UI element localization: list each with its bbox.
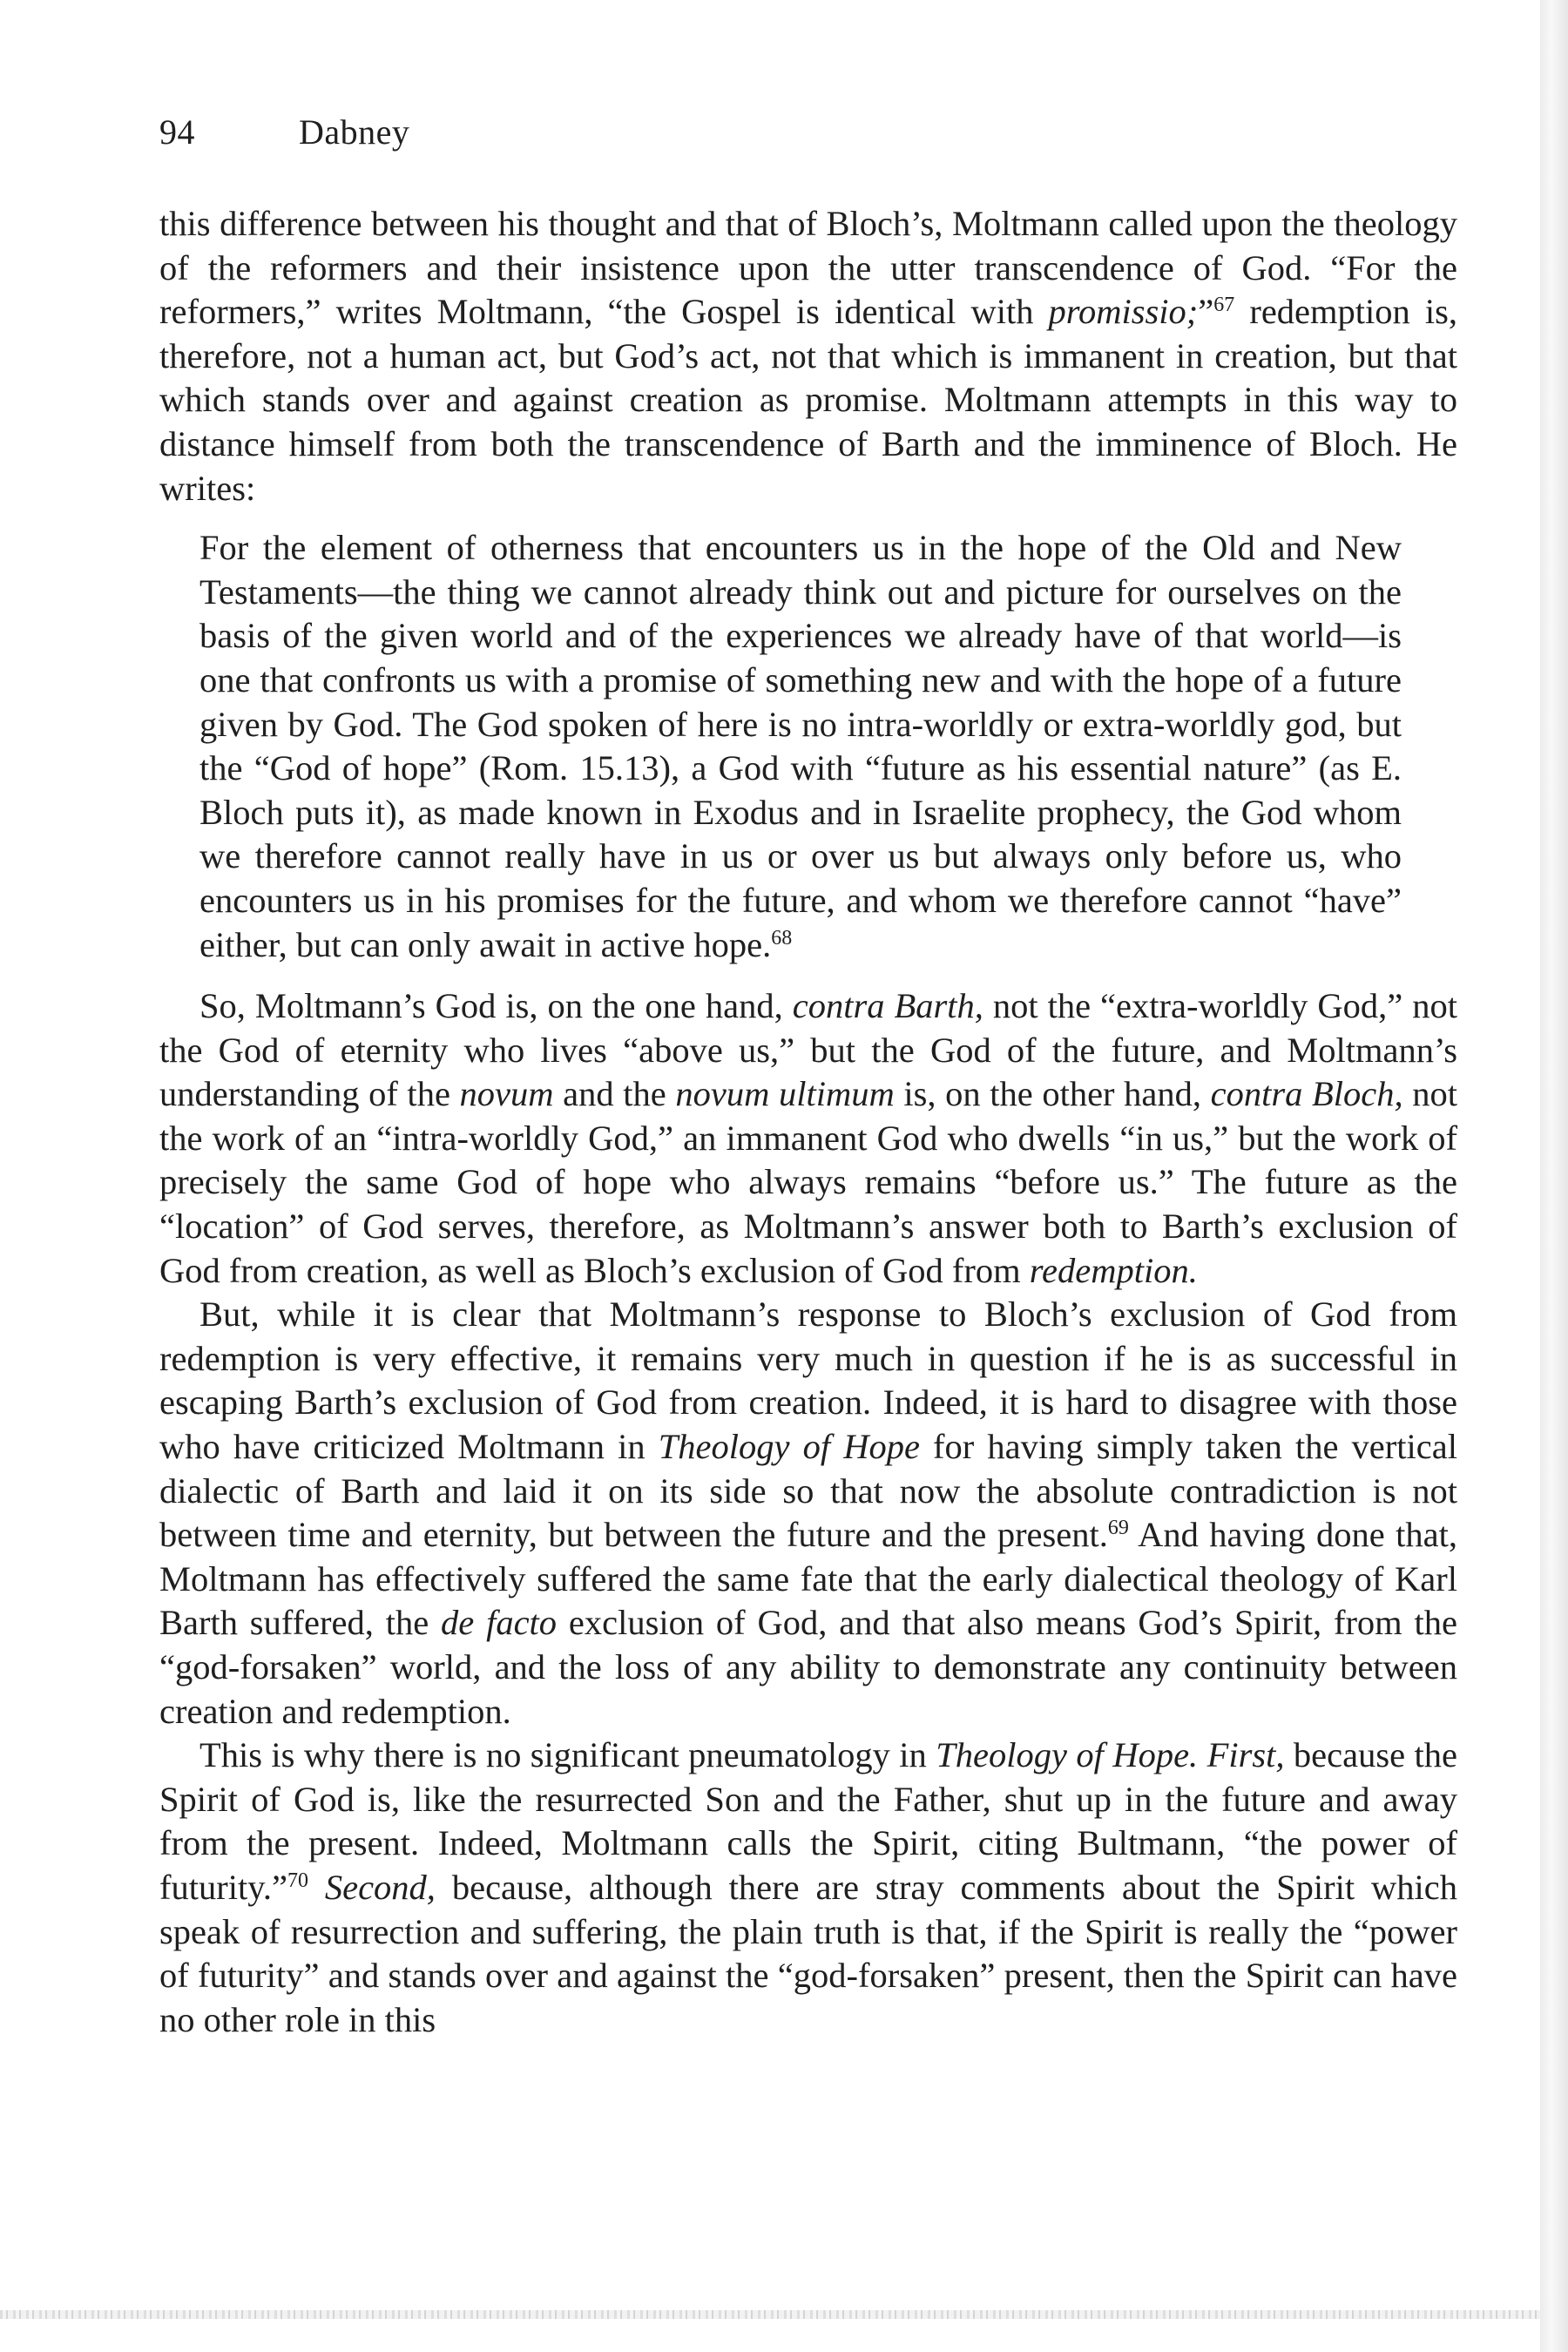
paragraph-2: So, Moltmann’s God is, on the one hand, contra Barth, not the “extra-worldly God,” not the God of eternity who lives “above us,” but the God of the future, and Moltmann’s understanding of the novum and the novum ultimum is, on the other hand, contra Bloch, not the work of an “intra-worldly God,” an immanent God who dwells “in us,” but the work of precisely the same God of hope who always remains “before us.” The future as the “location” of God serves, therefore, as Moltmann’s answer both to Barth’s exclusion of God from creation, as well as Bloch’s exclusion of God from redemption. — [159, 986, 1457, 1290]
page-edge — [1540, 0, 1568, 2352]
paragraph-1: this difference between his thought and that of Bloch’s, Moltmann called upon the theology of the reformers and their insistence upon the utter transcendence of God. “For the reformers,” writes Moltmann, “the Gospel is identical with promissio;”$^{67}$ redemption is, therefore, not a human act, but God’s act, not that which is immanent in creation, but that which stands over and against creation as promise. Moltmann attempts in this way to distance himself from both the transcendence of Barth and the imminence of Bloch. He writes: — [159, 204, 1457, 508]
scan-artifact — [0, 2310, 1540, 2319]
footnote-ref-67: 67 — [1213, 294, 1235, 317]
paragraph-3: But, while it is clear that Moltmann’s response to Bloch’s exclusion of God from redemption is very effective, it remains very much in question if he is as successful in escaping Barth’s exclusion of God from creation. Indeed, it is hard to disagree with those who have criticized Moltmann in Theology of Hope for having simply taken the vertical dialectic of Barth and laid it on its side so that now the absolute contradiction is not between time and eternity, but between the future and the present.$^{69}$ And having done that, Moltmann has effectively suffered the same fate that the early dialectical theology of Karl Barth suffered, the de facto exclusion of God, and that also means God’s Spirit, from the “god-forsaken” world, and the loss of any ability to demonstrate any continuity between creation and redemption. — [159, 1294, 1458, 1731]
body-text — [159, 202, 1457, 2042]
block-quote: For the element of otherness that encounters us in the hope of the Old and New Testaments—the thing we cannot already think out and picture for ourselves on the basis of the given world and of the experiences we already have of that world—is one that confronts us with a promise of something new and with the hope of a future given by God. The God spoken of here is no intra-worldly or extra-worldly god, but the “God of hope” (Rom. 15.13), a God with “future as his essential nature” (as E. Bloch puts it), as made known in Exodus and in Israelite prophecy, the God whom we therefore cannot really have in us or over us but always only before us, who encounters us in his promises for the future, and whom we therefore cannot “have” either, but can only await in active hope.$^{68}$ — [199, 528, 1402, 964]
page-header — [159, 112, 409, 152]
footnote-ref-70: 70 — [287, 1869, 308, 1892]
footnote-ref-68: 68 — [771, 926, 793, 950]
footnote-ref-69: 69 — [1107, 1517, 1129, 1540]
page-number: 94 — [159, 112, 195, 152]
paragraph-4: This is why there is no significant pneumatology in Theology of Hope. First, because the Spirit of God is, like the resurrected Son and the Father, shut up in the future and away from the present. Indeed, Moltmann calls the Spirit, citing Bultmann, “the power of futurity.”$^{70}$ Second, because, although there are stray comments about the Spirit which speak of resurrection and suffering, the plain truth is that, if the Spirit is really the “power of futurity” and stands over and against the “god-forsaken” present, then the Spirit can have no other role in this — [159, 1735, 1458, 2039]
running-head: Dabney — [299, 112, 410, 152]
